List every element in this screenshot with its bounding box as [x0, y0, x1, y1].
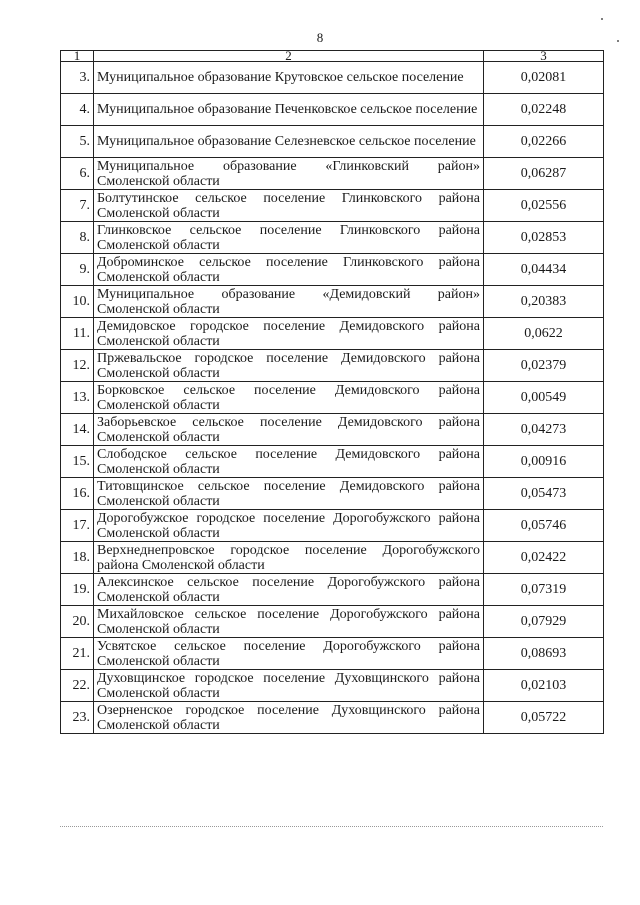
- row-value: 0,07929: [484, 606, 604, 638]
- row-number: 4.: [61, 94, 94, 126]
- row-value: 0,02081: [484, 62, 604, 94]
- row-number: 15.: [61, 446, 94, 478]
- row-number: 23.: [61, 702, 94, 734]
- table-row: [61, 542, 604, 574]
- row-number: 10.: [61, 286, 94, 318]
- row-entity-name: Муниципальное образование «Демидовский район» Смоленской области: [94, 286, 484, 318]
- table-row: [61, 446, 604, 478]
- table-row: [61, 62, 604, 94]
- table-row: [61, 638, 604, 670]
- table-row: [61, 510, 604, 542]
- row-value: 0,20383: [484, 286, 604, 318]
- row-entity-name: Болтутинское сельское поселение Глинковского района Смоленской области: [94, 190, 484, 222]
- table-row: [61, 222, 604, 254]
- row-entity-name: Доброминское сельское поселение Глинковского района Смоленской области: [94, 254, 484, 286]
- row-number: 20.: [61, 606, 94, 638]
- row-number: 6.: [61, 158, 94, 190]
- row-value: 0,05473: [484, 478, 604, 510]
- row-value: 0,02103: [484, 670, 604, 702]
- table-row: [61, 158, 604, 190]
- table-row: [61, 606, 604, 638]
- column-header-value: 3: [484, 51, 604, 62]
- row-entity-name: Глинковское сельское поселение Глинковского района Смоленской области: [94, 222, 484, 254]
- table-row: [61, 414, 604, 446]
- row-number: 13.: [61, 382, 94, 414]
- scan-speck: [601, 18, 603, 20]
- row-value: 0,02379: [484, 350, 604, 382]
- row-entity-name: Усвятское сельское поселение Дорогобужского района Смоленской области: [94, 638, 484, 670]
- row-entity-name: Дорогобужское городское поселение Дорогобужского района Смоленской области: [94, 510, 484, 542]
- row-number: 7.: [61, 190, 94, 222]
- row-entity-name: Муниципальное образование Печенковское сельское поселение: [94, 94, 484, 126]
- row-entity-name: Муниципальное образование Селезневское сельское поселение: [94, 126, 484, 158]
- row-value: 0,02422: [484, 542, 604, 574]
- row-value: 0,06287: [484, 158, 604, 190]
- table-row: [61, 382, 604, 414]
- table-row: [61, 574, 604, 606]
- table-row: [61, 286, 604, 318]
- row-number: 18.: [61, 542, 94, 574]
- row-entity-name: Озерненское городское поселение Духовщинского района Смоленской области: [94, 702, 484, 734]
- bottom-divider: [60, 826, 603, 827]
- row-value: 0,00549: [484, 382, 604, 414]
- row-value: 0,04434: [484, 254, 604, 286]
- allocation-table: [60, 50, 604, 734]
- table-row: [61, 702, 604, 734]
- table-row: [61, 190, 604, 222]
- row-entity-name: Пржевальское городское поселение Демидовского района Смоленской области: [94, 350, 484, 382]
- row-entity-name: Муниципальное образование Крутовское сельское поселение: [94, 62, 484, 94]
- row-entity-name: Верхнеднепровское городское поселение Дорогобужского района Смоленской области: [94, 542, 484, 574]
- row-value: 0,04273: [484, 414, 604, 446]
- row-number: 19.: [61, 574, 94, 606]
- row-entity-name: Алексинское сельское поселение Дорогобужского района Смоленской области: [94, 574, 484, 606]
- table-row: [61, 478, 604, 510]
- row-value: 0,02266: [484, 126, 604, 158]
- row-value: 0,00916: [484, 446, 604, 478]
- row-entity-name: Михайловское сельское поселение Дорогобужского района Смоленской области: [94, 606, 484, 638]
- column-header-name: 2: [94, 51, 484, 62]
- row-entity-name: Демидовское городское поселение Демидовского района Смоленской области: [94, 318, 484, 350]
- row-value: 0,02853: [484, 222, 604, 254]
- row-entity-name: Борковское сельское поселение Демидовского района Смоленской области: [94, 382, 484, 414]
- table-row: [61, 318, 604, 350]
- row-number: 14.: [61, 414, 94, 446]
- row-entity-name: Духовщинское городское поселение Духовщинского района Смоленской области: [94, 670, 484, 702]
- page-number: 8: [316, 30, 324, 45]
- row-value: 0,05722: [484, 702, 604, 734]
- row-number: 11.: [61, 318, 94, 350]
- row-number: 9.: [61, 254, 94, 286]
- row-number: 22.: [61, 670, 94, 702]
- row-value: 0,0622: [484, 318, 604, 350]
- row-number: 12.: [61, 350, 94, 382]
- row-number: 16.: [61, 478, 94, 510]
- row-number: 5.: [61, 126, 94, 158]
- row-value: 0,07319: [484, 574, 604, 606]
- table-body: [61, 48, 604, 734]
- row-number: 3.: [61, 62, 94, 94]
- table-header-row: [61, 51, 604, 62]
- table-row: [61, 670, 604, 702]
- table-row: [61, 126, 604, 158]
- table-row: [61, 350, 604, 382]
- row-value: 0,05746: [484, 510, 604, 542]
- column-header-number: 1: [61, 51, 94, 62]
- row-value: 0,02556: [484, 190, 604, 222]
- row-entity-name: Титовщинское сельское поселение Демидовского района Смоленской области: [94, 478, 484, 510]
- table-row: [61, 94, 604, 126]
- row-number: 21.: [61, 638, 94, 670]
- row-value: 0,08693: [484, 638, 604, 670]
- row-entity-name: Заборьевское сельское поселение Демидовского района Смоленской области: [94, 414, 484, 446]
- row-value: 0,02248: [484, 94, 604, 126]
- row-number: 17.: [61, 510, 94, 542]
- row-entity-name: Муниципальное образование «Глинковский район» Смоленской области: [94, 158, 484, 190]
- table-row: [61, 254, 604, 286]
- row-number: 8.: [61, 222, 94, 254]
- row-entity-name: Слободское сельское поселение Демидовского района Смоленской области: [94, 446, 484, 478]
- scan-speck: [617, 40, 619, 42]
